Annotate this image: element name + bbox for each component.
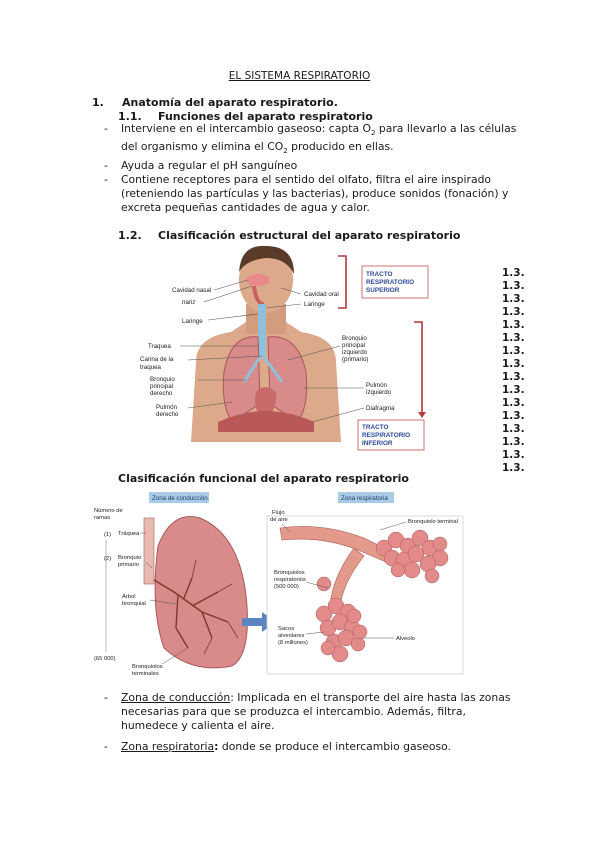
functions-list xyxy=(104,122,524,216)
side-number: 1.3. xyxy=(502,280,525,292)
zones-list xyxy=(104,691,524,760)
label-pulmon-izq-2: izquierdo xyxy=(366,389,392,396)
upper-tract-line-1: TRACTO xyxy=(366,271,393,278)
section-1-2-number: 1.2. xyxy=(118,229,142,242)
label-bronquio-primario-1: Bronquio xyxy=(118,555,142,561)
zone-name: Zona respiratoria xyxy=(121,739,215,753)
side-number: 1.3. xyxy=(502,384,525,396)
label-r3: (65 000) xyxy=(94,656,116,662)
label-bronquiolos-term-1: Bronquiolos xyxy=(132,664,163,670)
section-1-1-number: 1.1. xyxy=(118,110,142,123)
function-item xyxy=(104,122,524,159)
document-title: EL SISTEMA RESPIRATORIO xyxy=(228,70,371,82)
label-traquea-2: Tráquea xyxy=(118,531,140,537)
label-bronquio-der-2: principal xyxy=(150,383,174,390)
label-bronquio-primario-2: primario xyxy=(118,562,139,568)
label-bronquio-der-3: derecho xyxy=(150,390,173,397)
side-number: 1.3. xyxy=(502,267,525,279)
zone-name: Zona de conducción xyxy=(121,691,231,704)
side-numbers xyxy=(502,267,525,475)
section-1-1-title: Funciones del aparato respiratorio xyxy=(158,110,373,123)
trachea-illustration xyxy=(258,304,266,356)
conduction-lung-illustration xyxy=(155,517,247,668)
label-carina-2: traquea xyxy=(140,364,161,371)
zone-item xyxy=(104,691,524,734)
trachea-conduction-illustration xyxy=(144,518,154,584)
upper-tract-line-3: SUPERIOR xyxy=(366,287,400,294)
label-bronquiolos-term-2: terminales xyxy=(132,671,159,677)
zone-item xyxy=(104,740,524,754)
label-pulmon-der-2: derecho xyxy=(156,411,179,418)
zone-separator: : xyxy=(214,739,219,753)
zone-separator: : xyxy=(230,691,234,704)
label-numero-ramas-1: Número de xyxy=(94,508,123,514)
subscript: 2 xyxy=(283,147,288,156)
label-bronquio-izq-4: (primario) xyxy=(342,356,369,363)
function-item: - Contiene receptores para el sentido del olfato, filtra el aire inspirado (reteniendo las partículas y las bacterias), produce sonidos (fonación) y excreta pequeñas cantidades de agua y calor. xyxy=(104,173,524,216)
label-bronquio-izq-1: Bronquio xyxy=(342,335,367,342)
side-number: 1.3. xyxy=(502,293,525,305)
lower-tract-line-1: TRACTO xyxy=(362,424,389,431)
section-1-2-heading xyxy=(118,229,460,242)
zona-conduccion-tag-label: Zona de conducción xyxy=(152,495,208,502)
label-bronquio-izq-3: izquierdo xyxy=(342,349,368,356)
zone-description: donde se produce el intercambio gaseoso. xyxy=(218,739,452,753)
label-cavidad-nasal: Cavidad nasal xyxy=(172,287,212,294)
side-number: 1.3. xyxy=(502,371,525,383)
upper-tract-line-2: RESPIRATORIO xyxy=(366,279,415,286)
structural-anatomy-figure xyxy=(136,242,436,452)
label-traquea: Traquea xyxy=(148,343,171,350)
label-numero-ramas-2: ramas xyxy=(94,515,111,521)
function-text: Interviene en el intercambio gaseoso: capta O xyxy=(121,122,371,135)
section-1-title: Anatomía del aparato respiratorio. xyxy=(122,96,338,109)
nasal-cavity-illustration xyxy=(246,274,270,286)
section-1-heading xyxy=(92,96,338,109)
label-sacos-2: alveolares xyxy=(278,633,305,639)
label-arbol-2: bronquial xyxy=(122,601,146,607)
upper-tract-bracket xyxy=(338,256,346,308)
label-bronq-resp-1: Bronquiolos xyxy=(274,570,305,576)
label-nariz: nariz xyxy=(182,299,196,306)
label-alveolo: Alveolo xyxy=(396,636,416,642)
lower-tract-arrow-icon xyxy=(418,412,426,418)
label-cavidad-oral: Cavidad oral xyxy=(304,291,339,298)
side-number: 1.3. xyxy=(502,397,525,409)
side-number: 1.3. xyxy=(502,436,525,448)
side-number: 1.3. xyxy=(502,358,525,370)
label-pulmon-der-1: Pulmón xyxy=(156,404,177,411)
side-number: 1.3. xyxy=(502,345,525,357)
label-flujo-2: de aire xyxy=(270,517,288,523)
label-bronq-resp-3: (500 000) xyxy=(274,584,299,590)
side-number: 1.3. xyxy=(502,462,525,474)
side-number: 1.3. xyxy=(502,410,525,422)
function-text: producido en ellas. xyxy=(287,140,394,154)
side-number: 1.3. xyxy=(502,306,525,318)
label-bronq-resp-2: respiratorios xyxy=(274,577,306,583)
side-number: 1.3. xyxy=(502,423,525,435)
side-number: 1.3. xyxy=(502,319,525,331)
zone-description: Implicada en el transporte del aire hasta las zonas necesarias para que se produzca el intercambio. Además, filtra, humedece y calienta el aire. xyxy=(121,691,511,733)
label-r2: (2) xyxy=(104,556,112,562)
label-arbol-1: Árbol xyxy=(122,594,136,600)
side-number: 1.3. xyxy=(502,449,525,461)
function-item: - Ayuda a regular el pH sanguíneo xyxy=(104,159,524,173)
label-bronquiolo-terminal: Bronquiolo terminal xyxy=(408,519,458,525)
single-alveolus-illustration xyxy=(317,577,331,591)
label-laringe-left: Laringe xyxy=(182,318,203,325)
label-bronquio-izq-2: principal xyxy=(342,342,366,349)
lower-tract-line-3: INFERIOR xyxy=(362,440,393,447)
section-1-2-title: Clasificación estructural del aparato respiratorio xyxy=(158,229,461,242)
label-sacos-1: Sacos xyxy=(278,626,295,632)
zona-respiratoria-tag-label: Zona respiratoria xyxy=(341,495,388,502)
section-1-3-heading: Clasificación funcional del aparato respiratorio xyxy=(118,472,409,485)
label-laringe-right: Laringe xyxy=(304,301,325,308)
label-diafragma: Diafragma xyxy=(366,405,395,412)
lower-tract-bracket xyxy=(414,322,422,412)
lower-tract-line-2: RESPIRATORIO xyxy=(362,432,411,439)
label-pulmon-izq-1: Pulmón xyxy=(366,382,387,389)
section-1-number: 1. xyxy=(92,96,104,109)
label-carina-1: Carina de la xyxy=(140,356,174,363)
label-bronquio-der-1: Bronquio xyxy=(150,376,175,383)
functional-zones-figure xyxy=(92,488,472,682)
label-flujo-1: Flujo xyxy=(272,510,285,516)
function-text: para llevarlo a las células del organismo y elimina el CO xyxy=(121,122,517,154)
label-r1: (1) xyxy=(104,532,112,538)
label-sacos-3: (8 millones) xyxy=(278,640,308,646)
side-number: 1.3. xyxy=(502,332,525,344)
subscript: 2 xyxy=(371,129,376,138)
